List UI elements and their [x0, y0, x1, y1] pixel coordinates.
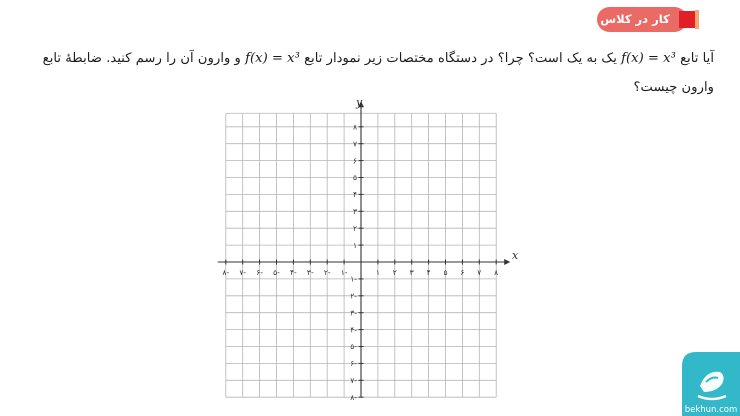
x-tick-label: ۲- — [323, 268, 331, 277]
y-tick-label: ۱- — [350, 274, 357, 284]
x-tick-label: ۷ — [477, 268, 482, 277]
question-part2: یک به یک است؟ چرا؟ در دستگاه مختصات زیر نمودار تابع — [299, 51, 622, 66]
y-tick-label: ۴- — [350, 325, 357, 335]
question-function-1: f(x) = x³ — [621, 51, 676, 66]
axes — [218, 101, 510, 397]
y-tick-label: ۵- — [350, 342, 357, 352]
x-tick-label: ۸ — [494, 268, 499, 277]
x-tick-label: ۵ — [443, 268, 448, 277]
y-tick-label: ۵ — [352, 173, 357, 183]
y-tick-label: ۲- — [350, 291, 357, 301]
x-tick-label: ۶- — [256, 268, 263, 277]
y-tick-label: ۷- — [350, 376, 357, 385]
x-axis-label: x — [512, 249, 519, 262]
y-tick-label: ۲ — [352, 223, 357, 233]
x-tick-label: ۷- — [239, 268, 247, 277]
question-part3: و وارون آن را رسم کنید. ضابطهٔ تابع وارون چیست؟ — [42, 51, 714, 95]
x-tick-label: ۵- — [273, 268, 280, 277]
bekhun-logo — [682, 352, 740, 416]
x-tick-label: ۱- — [340, 268, 348, 277]
y-tick-label: ۸- — [350, 392, 357, 402]
badge-label: کار در کلاس — [600, 12, 670, 26]
y-tick-label: ۶ — [352, 156, 357, 166]
x-tick-label: ۲ — [392, 268, 397, 277]
question-function-2: f(x) = x³ — [245, 51, 300, 66]
x-tick-label: ۳ — [409, 268, 414, 277]
y-tick-label: ۳ — [352, 207, 357, 216]
x-axis-arrow-icon — [504, 259, 510, 265]
x-tick-label: ۳- — [306, 268, 314, 277]
y-tick-label: ۸ — [352, 122, 357, 132]
x-tick-label: ۶ — [460, 268, 465, 277]
y-tick-label: ۶- — [350, 359, 357, 369]
question-part1: آیا تابع — [675, 51, 714, 66]
y-tick-label: ۷ — [352, 139, 357, 149]
x-tick-label: ۱ — [375, 268, 380, 277]
x-tick-label: ۴- — [290, 268, 297, 277]
y-tick-label: ۱ — [352, 240, 357, 250]
x-tick-label: ۴ — [426, 268, 431, 277]
y-tick-label: ۴ — [352, 190, 357, 200]
x-tick-label: ۸- — [222, 268, 230, 277]
y-axis-label: y — [356, 96, 363, 109]
y-tick-label: ۳- — [350, 308, 357, 318]
watermark-site: bekhun.com — [684, 405, 738, 415]
